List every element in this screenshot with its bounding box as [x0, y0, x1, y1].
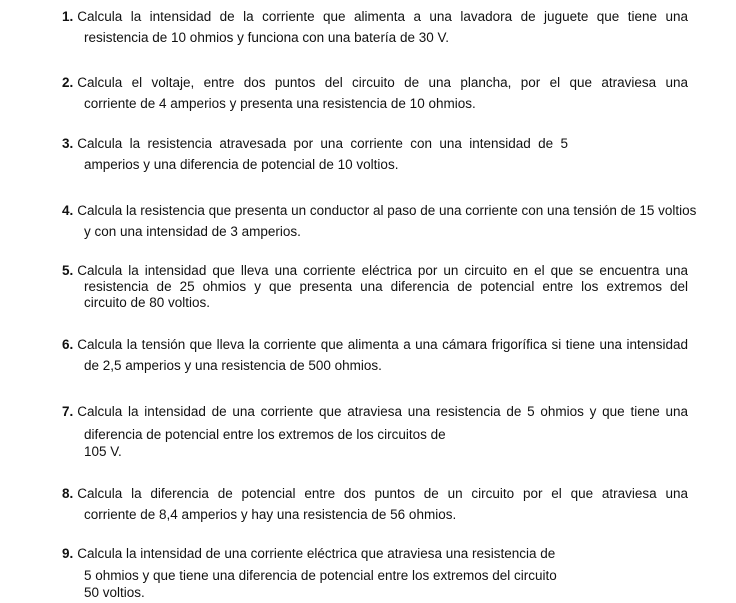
exercise-text: Calcula el voltaje, entre dos puntos del circuito de una plancha, por el que atraviesa una [77, 75, 688, 90]
exercise-line [62, 133, 568, 154]
exercise-text: Calcula la resistencia atravesada por una corriente con una intensidad de 5 [77, 136, 568, 151]
exercise-9 [62, 543, 688, 601]
exercise-text: Calcula la tensión que lleva la corriente que alimenta a una cámara frigorífica si tiene una intensidad [77, 337, 688, 352]
exercise-number: 4. [62, 203, 74, 218]
exercise-text: Calcula la resistencia que presenta un conductor al paso de una corriente con una tensión de 15 voltios [77, 203, 697, 218]
exercise-number: 1. [62, 9, 74, 24]
exercise-number: 6. [62, 337, 74, 352]
exercise-number: 3. [62, 136, 74, 151]
exercise-text: Calcula la intensidad de una corriente que atraviesa una resistencia de 5 ohmios y que tiene una [77, 404, 688, 419]
exercise-number: 8. [62, 486, 74, 501]
exercise-number: 2. [62, 75, 74, 90]
exercise-text: Calcula la intensidad de la corriente que alimenta a una lavadora de juguete que tiene una [77, 9, 688, 24]
exercise-line [62, 263, 688, 279]
exercise-line [62, 334, 688, 355]
exercise-2 [62, 72, 688, 114]
exercise-line: de 2,5 amperios y una resistencia de 500 ohmios. [84, 358, 382, 373]
exercise-line [62, 200, 697, 221]
exercise-text: Calcula la diferencia de potencial entre dos puntos de un circuito por el que atraviesa una [77, 486, 688, 501]
exercise-line [62, 401, 688, 422]
exercise-line: y con una intensidad de 3 amperios. [84, 224, 301, 239]
exercise-6 [62, 334, 688, 376]
exercise-line [62, 6, 688, 27]
exercise-7 [62, 401, 688, 460]
exercise-text: Calcula la intensidad que lleva una corriente eléctrica por un circuito en el que se encuentra una [77, 263, 688, 278]
exercise-line: corriente de 8,4 amperios y hay una resistencia de 56 ohmios. [84, 507, 457, 522]
exercise-number: 5. [62, 263, 74, 278]
exercise-number: 7. [62, 404, 74, 419]
exercise-8 [62, 483, 688, 525]
exercise-number: 9. [62, 546, 74, 561]
exercise-line: circuito de 80 voltios. [84, 295, 211, 310]
exercise-1 [62, 6, 688, 48]
exercise-line [62, 483, 688, 504]
exercise-line: diferencia de potencial entre los extremos de los circuitos de [84, 427, 446, 442]
exercise-line: resistencia de 25 ohmios y que presenta una diferencia de potencial entre los extremos del [84, 279, 688, 294]
exercise-5 [62, 263, 688, 311]
exercise-line: amperios y una diferencia de potencial de 10 voltios. [84, 157, 399, 172]
exercise-text: Calcula la intensidad de una corriente eléctrica que atraviesa una resistencia de [77, 546, 556, 561]
exercise-line: corriente de 4 amperios y presenta una resistencia de 10 ohmios. [84, 96, 476, 111]
exercise-line: 5 ohmios y que tiene una diferencia de potencial entre los extremos del circuito [84, 568, 557, 583]
exercise-4 [62, 200, 697, 242]
exercise-line: 50 voltios. [84, 585, 145, 600]
exercise-line [62, 543, 688, 564]
exercise-line [62, 72, 688, 93]
exercise-line: 105 V. [84, 444, 122, 459]
exercise-line: resistencia de 10 ohmios y funciona con una batería de 30 V. [84, 30, 449, 45]
exercise-3 [62, 133, 688, 175]
